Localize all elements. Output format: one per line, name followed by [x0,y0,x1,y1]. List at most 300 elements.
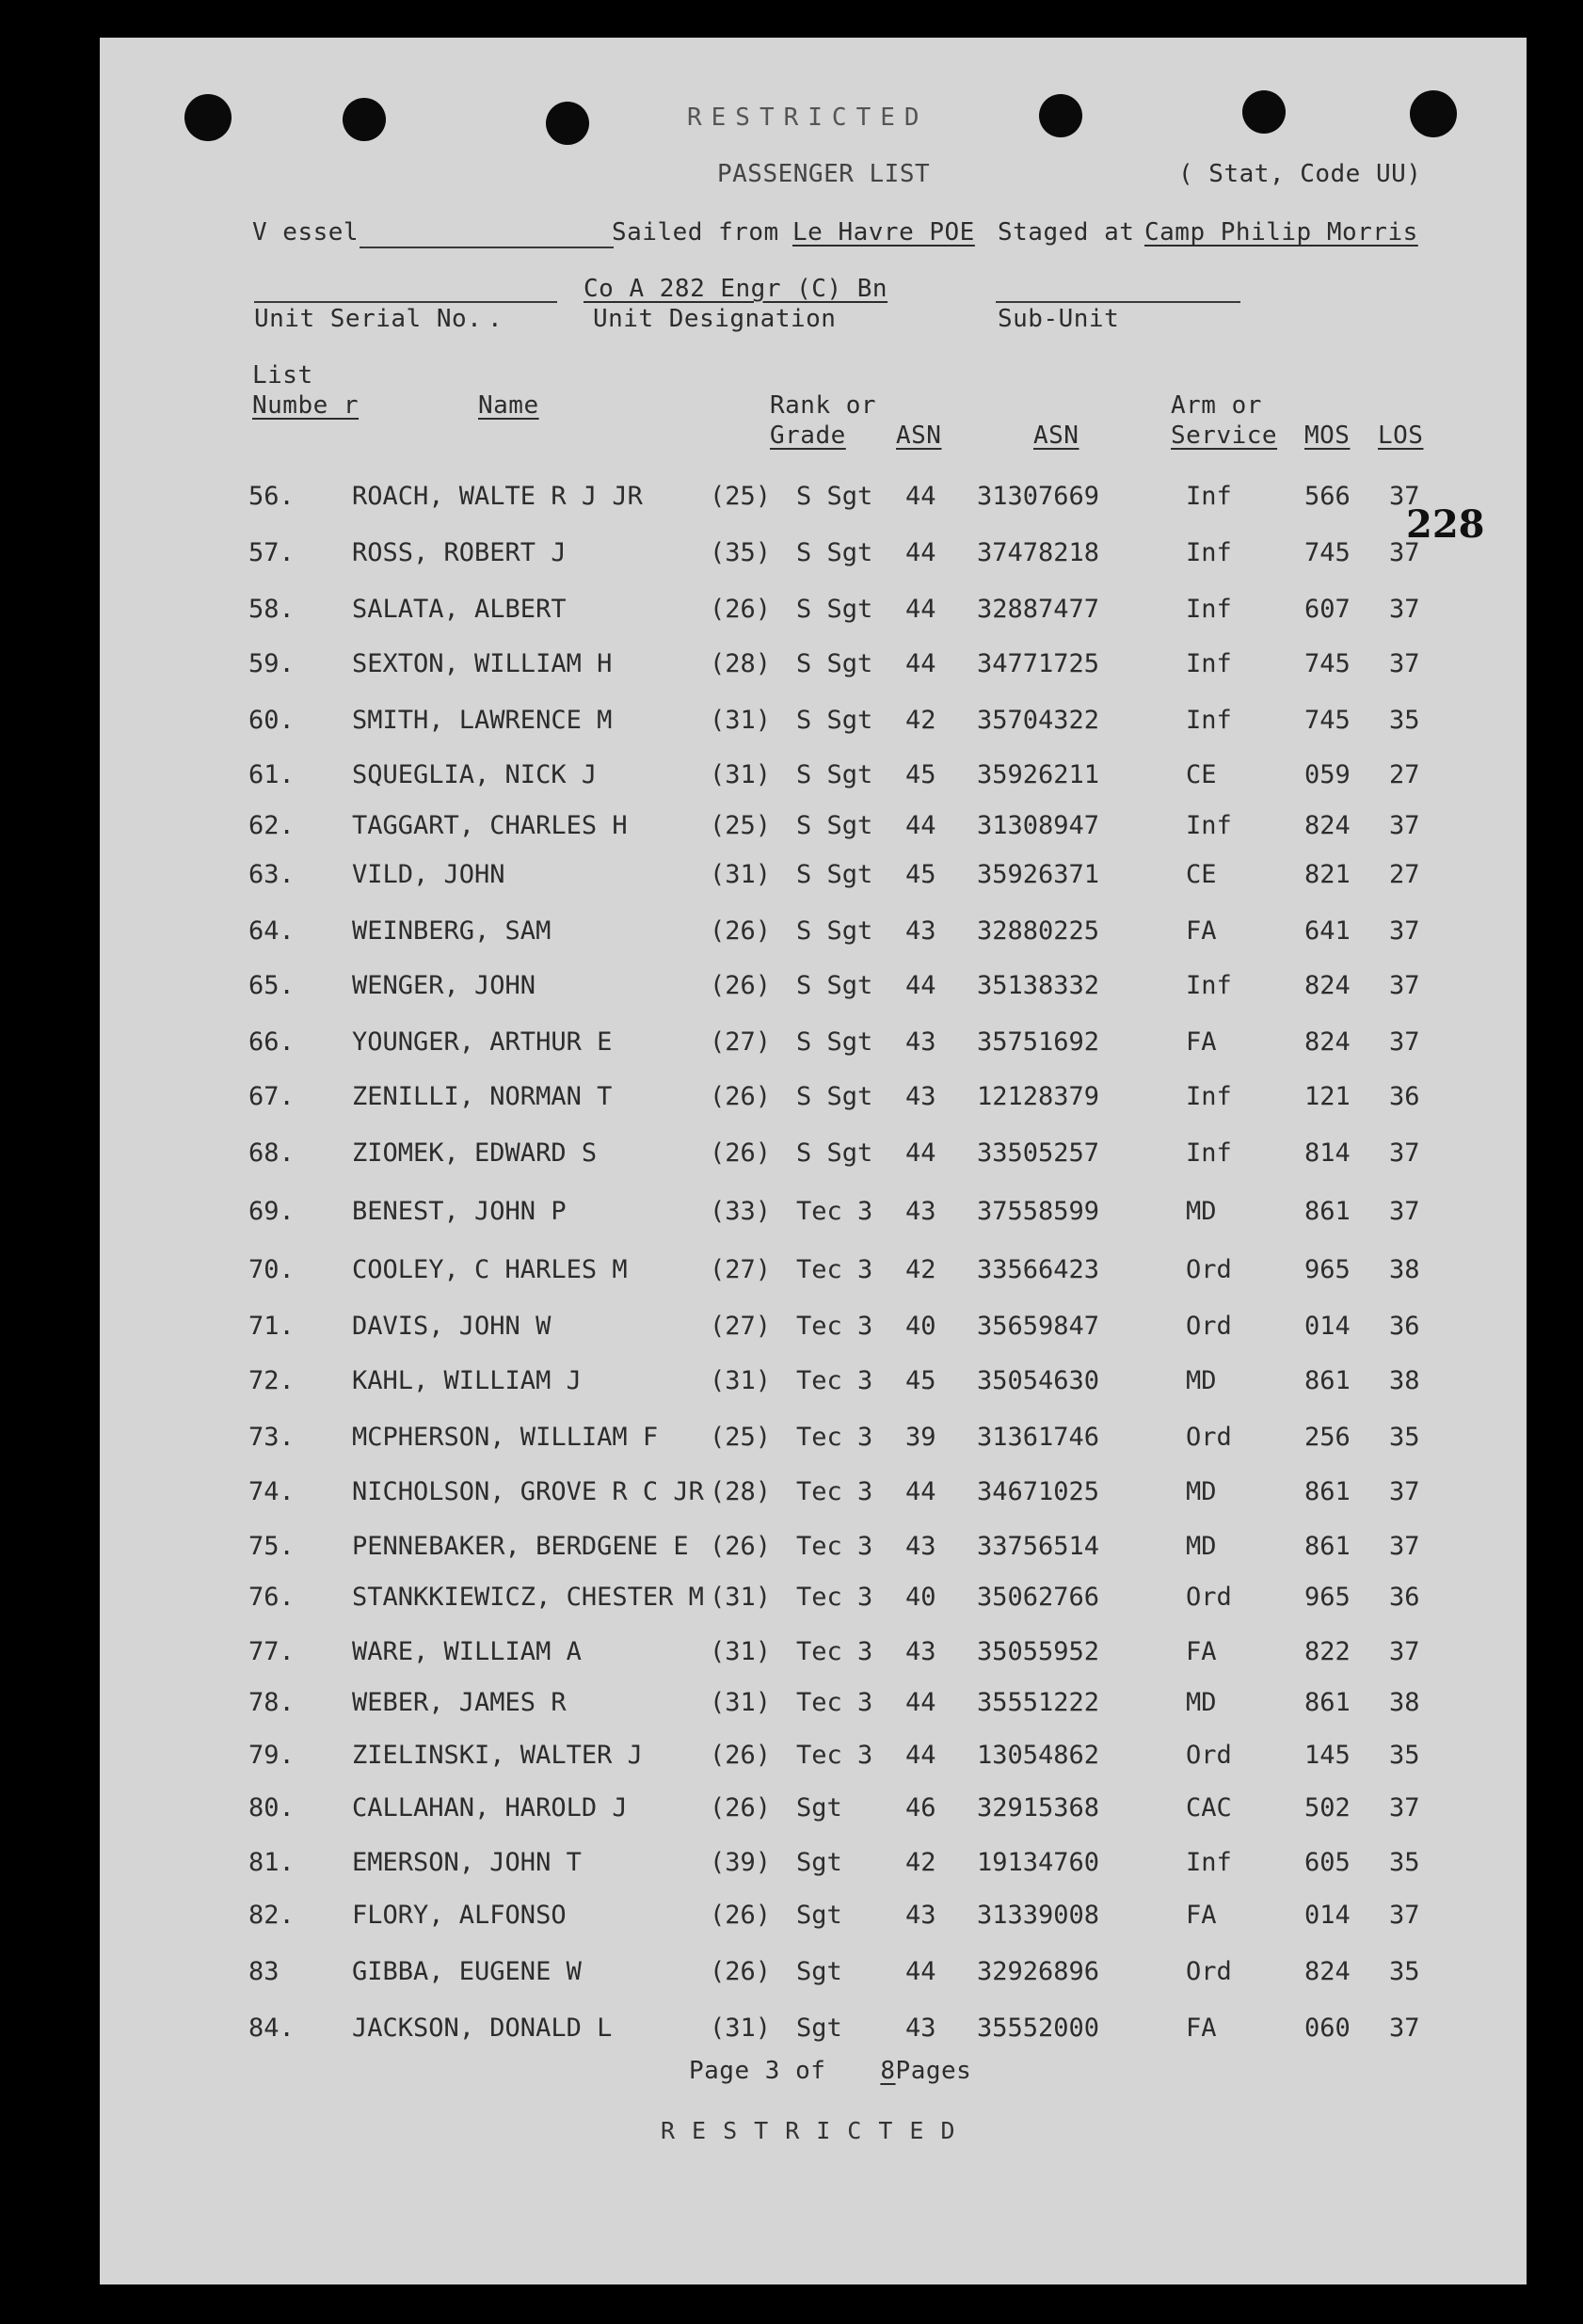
row-asn: 34771725 [977,649,1100,678]
row-asn-year: 43 [905,1901,936,1930]
col-arm-line2: Service [1171,422,1278,450]
punch-hole [1242,90,1286,134]
row-age: (33) [710,1197,772,1226]
table-row [100,538,1527,576]
row-number: 66. [248,1027,295,1057]
row-asn: 35751692 [977,1027,1100,1057]
row-arm-service: Inf [1186,482,1232,511]
row-rank: Sgt [796,2014,842,2043]
row-name: ZIOMEK, EDWARD S [352,1138,598,1168]
row-name: CALLAHAN, HAROLD J [352,1793,628,1823]
row-mos: 861 [1304,1477,1351,1506]
row-arm-service: Inf [1186,1848,1232,1877]
row-age: (27) [710,1255,772,1284]
row-asn-year: 39 [905,1423,936,1452]
row-los: 35 [1389,1423,1420,1452]
col-asn-year: ASN [896,422,942,450]
row-mos: 060 [1304,2014,1351,2043]
row-number: 79. [248,1741,295,1770]
row-asn-year: 43 [905,1027,936,1057]
row-asn-year: 45 [905,860,936,889]
row-number: 81. [248,1848,295,1877]
staged-value: Camp Philip Morris [1144,218,1418,247]
row-los: 37 [1389,482,1420,511]
row-asn-year: 43 [905,916,936,946]
row-los: 38 [1389,1366,1420,1395]
row-arm-service: FA [1186,1027,1217,1057]
row-name: SEXTON, WILLIAM H [352,649,613,678]
row-name: TAGGART, CHARLES H [352,811,628,840]
row-asn-year: 42 [905,1255,936,1284]
row-los: 36 [1389,1312,1420,1341]
row-rank: Sgt [796,1901,842,1930]
row-asn: 35062766 [977,1583,1100,1612]
row-number: 64. [248,916,295,946]
row-number: 75. [248,1532,295,1561]
row-mos: 641 [1304,916,1351,946]
row-arm-service: FA [1186,916,1217,946]
row-asn: 33505257 [977,1138,1100,1168]
col-rank-line1: Rank or [770,391,877,420]
row-asn: 31339008 [977,1901,1100,1930]
row-rank: S Sgt [796,482,873,511]
row-name: GIBBA, EUGENE W [352,1957,582,1986]
row-arm-service: FA [1186,1901,1217,1930]
row-asn-year: 44 [905,1957,936,1986]
table-row [100,1477,1527,1515]
row-number: 74. [248,1477,295,1506]
table-row [100,811,1527,849]
row-mos: 814 [1304,1138,1351,1168]
row-mos: 605 [1304,1848,1351,1877]
row-los: 38 [1389,1255,1420,1284]
row-los: 36 [1389,1082,1420,1111]
col-asn: ASN [1033,422,1079,450]
row-arm-service: Ord [1186,1957,1232,1986]
row-los: 37 [1389,1637,1420,1666]
row-number: 67. [248,1082,295,1111]
row-number: 82. [248,1901,295,1930]
row-number: 68. [248,1138,295,1168]
row-asn: 34671025 [977,1477,1100,1506]
row-rank: Tec 3 [796,1637,873,1666]
table-row [100,1583,1527,1620]
table-row [100,916,1527,954]
row-mos: 861 [1304,1197,1351,1226]
row-name: SALATA, ALBERT [352,595,567,624]
col-list-number-line2: Numbe r [252,391,360,420]
row-asn-year: 44 [905,1688,936,1717]
row-arm-service: MD [1186,1532,1217,1561]
stamp-number: 228 [1406,502,1485,547]
row-number: 63. [248,860,295,889]
row-age: (26) [710,971,772,1000]
row-name: PENNEBAKER, BERDGENE E [352,1532,689,1561]
row-asn-year: 44 [905,971,936,1000]
row-name: WEINBERG, SAM [352,916,552,946]
row-rank: S Sgt [796,860,873,889]
row-rank: S Sgt [796,916,873,946]
row-arm-service: Inf [1186,649,1232,678]
table-row [100,1082,1527,1120]
row-name: WEBER, JAMES R [352,1688,567,1717]
row-arm-service: CE [1186,760,1217,789]
table-row [100,1312,1527,1349]
row-age: (28) [710,1477,772,1506]
row-number: 57. [248,538,295,567]
row-name: EMERSON, JOHN T [352,1848,582,1877]
row-age: (28) [710,649,772,678]
row-asn: 35551222 [977,1688,1100,1717]
row-name: YOUNGER, ARTHUR E [352,1027,613,1057]
row-asn-year: 40 [905,1312,936,1341]
row-asn: 31307669 [977,482,1100,511]
row-arm-service: MD [1186,1197,1217,1226]
col-rank-line2: Grade [770,422,846,450]
row-rank: S Sgt [796,1027,873,1057]
unit-serial-line [254,301,557,303]
row-asn-year: 43 [905,1637,936,1666]
row-mos: 256 [1304,1423,1351,1452]
row-name: ROACH, WALTE R J JR [352,482,643,511]
sub-unit-label: Sub-Unit [998,305,1120,333]
row-asn: 32887477 [977,595,1100,624]
row-age: (31) [710,860,772,889]
row-age: (31) [710,1583,772,1612]
row-los: 36 [1389,1583,1420,1612]
row-number: 58. [248,595,295,624]
row-name: ROSS, ROBERT J [352,538,567,567]
row-rank: S Sgt [796,706,873,735]
row-number: 60. [248,706,295,735]
row-name: VILD, JOHN [352,860,505,889]
row-number: 70. [248,1255,295,1284]
row-age: (26) [710,1793,772,1823]
row-mos: 824 [1304,971,1351,1000]
row-asn: 33756514 [977,1532,1100,1561]
row-number: 78. [248,1688,295,1717]
row-rank: Tec 3 [796,1688,873,1717]
row-asn-year: 42 [905,706,936,735]
row-los: 37 [1389,1138,1420,1168]
row-rank: S Sgt [796,649,873,678]
row-age: (27) [710,1027,772,1057]
row-mos: 861 [1304,1532,1351,1561]
row-mos: 824 [1304,1027,1351,1057]
page-total: 8 [880,2057,896,2085]
row-arm-service: Inf [1186,706,1232,735]
row-number: 61. [248,760,295,789]
row-rank: Tec 3 [796,1532,873,1561]
row-name: WENGER, JOHN [352,971,536,1000]
row-name: MCPHERSON, WILLIAM F [352,1423,659,1452]
row-rank: Tec 3 [796,1583,873,1612]
row-rank: Tec 3 [796,1255,873,1284]
row-arm-service: Inf [1186,811,1232,840]
row-asn-year: 44 [905,1741,936,1770]
row-name: NICHOLSON, GROVE R C JR [352,1477,704,1506]
row-asn: 32880225 [977,916,1100,946]
row-arm-service: CAC [1186,1793,1232,1823]
row-asn: 35704322 [977,706,1100,735]
row-mos: 861 [1304,1688,1351,1717]
row-age: (31) [710,1366,772,1395]
row-age: (25) [710,482,772,511]
station-code: ( Stat, Code UU) [1178,160,1422,188]
row-los: 37 [1389,916,1420,946]
row-asn-year: 40 [905,1583,936,1612]
row-los: 37 [1389,1532,1420,1561]
row-rank: Sgt [796,1793,842,1823]
punch-hole [1039,94,1082,137]
row-rank: S Sgt [796,538,873,567]
row-rank: Tec 3 [796,1477,873,1506]
row-asn: 35138332 [977,971,1100,1000]
staged-label: Staged at [998,218,1135,247]
row-age: (25) [710,811,772,840]
row-mos: 502 [1304,1793,1351,1823]
row-age: (26) [710,1082,772,1111]
row-age: (26) [710,1957,772,1986]
sub-unit-line [996,301,1240,303]
row-arm-service: MD [1186,1366,1217,1395]
row-name: FLORY, ALFONSO [352,1901,567,1930]
row-los: 27 [1389,760,1420,789]
table-row [100,2014,1527,2051]
table-row [100,1138,1527,1176]
row-mos: 014 [1304,1901,1351,1930]
row-number: 84. [248,2014,295,2043]
punch-hole [1410,90,1457,137]
row-rank: Sgt [796,1848,842,1877]
punch-hole [343,98,386,141]
footer-classification: RESTRICTED [661,2117,972,2144]
row-arm-service: Inf [1186,1138,1232,1168]
unit-designation-label: Unit Designation [593,305,837,333]
row-asn: 31361746 [977,1423,1100,1452]
row-mos: 861 [1304,1366,1351,1395]
table-row [100,1637,1527,1675]
row-asn: 35552000 [977,2014,1100,2043]
table-row [100,760,1527,798]
row-name: ZENILLI, NORMAN T [352,1082,613,1111]
row-asn: 19134760 [977,1848,1100,1877]
row-name: SMITH, LAWRENCE M [352,706,613,735]
row-rank: S Sgt [796,971,873,1000]
row-los: 37 [1389,538,1420,567]
table-row [100,1793,1527,1831]
row-los: 37 [1389,1027,1420,1057]
row-asn: 12128379 [977,1082,1100,1111]
row-number: 56. [248,482,295,511]
row-los: 37 [1389,1901,1420,1930]
unit-designation-value: Co A 282 Engr (C) Bn [584,275,888,303]
row-number: 72. [248,1366,295,1395]
row-asn-year: 44 [905,538,936,567]
row-age: (26) [710,1741,772,1770]
table-row [100,1197,1527,1234]
row-asn-year: 42 [905,1848,936,1877]
row-rank: Tec 3 [796,1197,873,1226]
row-arm-service: FA [1186,2014,1217,2043]
row-asn-year: 43 [905,2014,936,2043]
row-arm-service: Ord [1186,1255,1232,1284]
row-age: (26) [710,1901,772,1930]
row-age: (31) [710,706,772,735]
row-mos: 745 [1304,649,1351,678]
sailed-value: Le Havre POE [792,218,975,247]
row-mos: 121 [1304,1082,1351,1111]
row-arm-service: CE [1186,860,1217,889]
col-arm-line1: Arm or [1171,391,1262,420]
row-mos: 014 [1304,1312,1351,1341]
table-row [100,1901,1527,1938]
row-age: (26) [710,1532,772,1561]
row-los: 37 [1389,649,1420,678]
row-arm-service: Ord [1186,1583,1232,1612]
row-asn-year: 44 [905,1138,936,1168]
row-arm-service: Inf [1186,595,1232,624]
row-asn-year: 43 [905,1532,936,1561]
row-mos: 965 [1304,1255,1351,1284]
row-asn: 35054630 [977,1366,1100,1395]
row-los: 35 [1389,1741,1420,1770]
row-name: ZIELINSKI, WALTER J [352,1741,643,1770]
row-rank: S Sgt [796,760,873,789]
row-rank: S Sgt [796,595,873,624]
table-row [100,860,1527,898]
row-rank: Tec 3 [796,1423,873,1452]
punch-hole [184,94,232,141]
row-los: 35 [1389,1957,1420,1986]
row-mos: 145 [1304,1741,1351,1770]
row-rank: Tec 3 [796,1741,873,1770]
row-arm-service: Inf [1186,971,1232,1000]
sailed-label: Sailed from [612,218,779,247]
row-name: SQUEGLIA, NICK J [352,760,598,789]
row-age: (35) [710,538,772,567]
row-arm-service: MD [1186,1688,1217,1717]
row-name: BENEST, JOHN P [352,1197,567,1226]
row-los: 38 [1389,1688,1420,1717]
row-mos: 965 [1304,1583,1351,1612]
row-mos: 745 [1304,538,1351,567]
row-los: 37 [1389,1197,1420,1226]
row-los: 37 [1389,1477,1420,1506]
row-name: STANKKIEWICZ, CHESTER M [352,1583,704,1612]
row-number: 80. [248,1793,295,1823]
row-asn-year: 44 [905,482,936,511]
row-los: 37 [1389,595,1420,624]
row-arm-service: FA [1186,1637,1217,1666]
row-los: 37 [1389,971,1420,1000]
row-asn: 31308947 [977,811,1100,840]
row-name: WARE, WILLIAM A [352,1637,582,1666]
page-indicator [689,2057,971,2085]
row-asn-year: 44 [905,1477,936,1506]
table-row [100,1688,1527,1726]
row-name: DAVIS, JOHN W [352,1312,552,1341]
row-rank: Tec 3 [796,1366,873,1395]
row-arm-service: Inf [1186,538,1232,567]
row-mos: 822 [1304,1637,1351,1666]
row-age: (31) [710,1688,772,1717]
row-rank: Tec 3 [796,1312,873,1341]
row-asn-year: 43 [905,1082,936,1111]
table-row [100,971,1527,1009]
table-row [100,1741,1527,1778]
row-age: (31) [710,2014,772,2043]
row-asn: 35926371 [977,860,1100,889]
row-number: 62. [248,811,295,840]
row-arm-service: Ord [1186,1423,1232,1452]
row-rank: S Sgt [796,1138,873,1168]
row-asn: 35055952 [977,1637,1100,1666]
row-los: 27 [1389,860,1420,889]
row-rank: Sgt [796,1957,842,1986]
row-asn: 32915368 [977,1793,1100,1823]
row-los: 37 [1389,811,1420,840]
row-number: 71. [248,1312,295,1341]
row-mos: 059 [1304,760,1351,789]
row-asn-year: 44 [905,595,936,624]
row-age: (31) [710,1637,772,1666]
row-number: 73. [248,1423,295,1452]
row-asn-year: 46 [905,1793,936,1823]
row-asn: 32926896 [977,1957,1100,1986]
col-name: Name [478,391,539,420]
table-row [100,706,1527,743]
row-age: (26) [710,916,772,946]
row-los: 37 [1389,1793,1420,1823]
row-mos: 607 [1304,595,1351,624]
row-rank: S Sgt [796,1082,873,1111]
vessel-label: V essel [252,218,360,247]
row-asn-year: 45 [905,760,936,789]
row-arm-service: Inf [1186,1082,1232,1111]
row-asn-year: 43 [905,1197,936,1226]
col-los: LOS [1378,422,1424,450]
row-arm-service: Ord [1186,1312,1232,1341]
table-row [100,1532,1527,1569]
row-arm-service: MD [1186,1477,1217,1506]
vessel-blank-line [360,247,614,248]
row-mos: 745 [1304,706,1351,735]
row-los: 37 [1389,2014,1420,2043]
row-name: KAHL, WILLIAM J [352,1366,582,1395]
row-asn: 35659847 [977,1312,1100,1341]
row-number: 77. [248,1637,295,1666]
row-asn-year: 44 [905,649,936,678]
col-mos: MOS [1304,422,1351,450]
row-age: (27) [710,1312,772,1341]
row-number: 83 [248,1957,280,1986]
unit-serial-label: Unit Serial No. [254,305,483,333]
table-row [100,1848,1527,1886]
table-row [100,1423,1527,1460]
header-classification: RESTRICTED [687,103,929,132]
row-asn: 37558599 [977,1197,1100,1226]
row-asn: 35926211 [977,760,1100,789]
punch-hole [546,102,589,145]
row-number: 65. [248,971,295,1000]
table-row [100,482,1527,519]
row-los: 35 [1389,706,1420,735]
row-number: 76. [248,1583,295,1612]
row-age: (39) [710,1848,772,1877]
table-row [100,1957,1527,1995]
row-name: COOLEY, C HARLES M [352,1255,628,1284]
